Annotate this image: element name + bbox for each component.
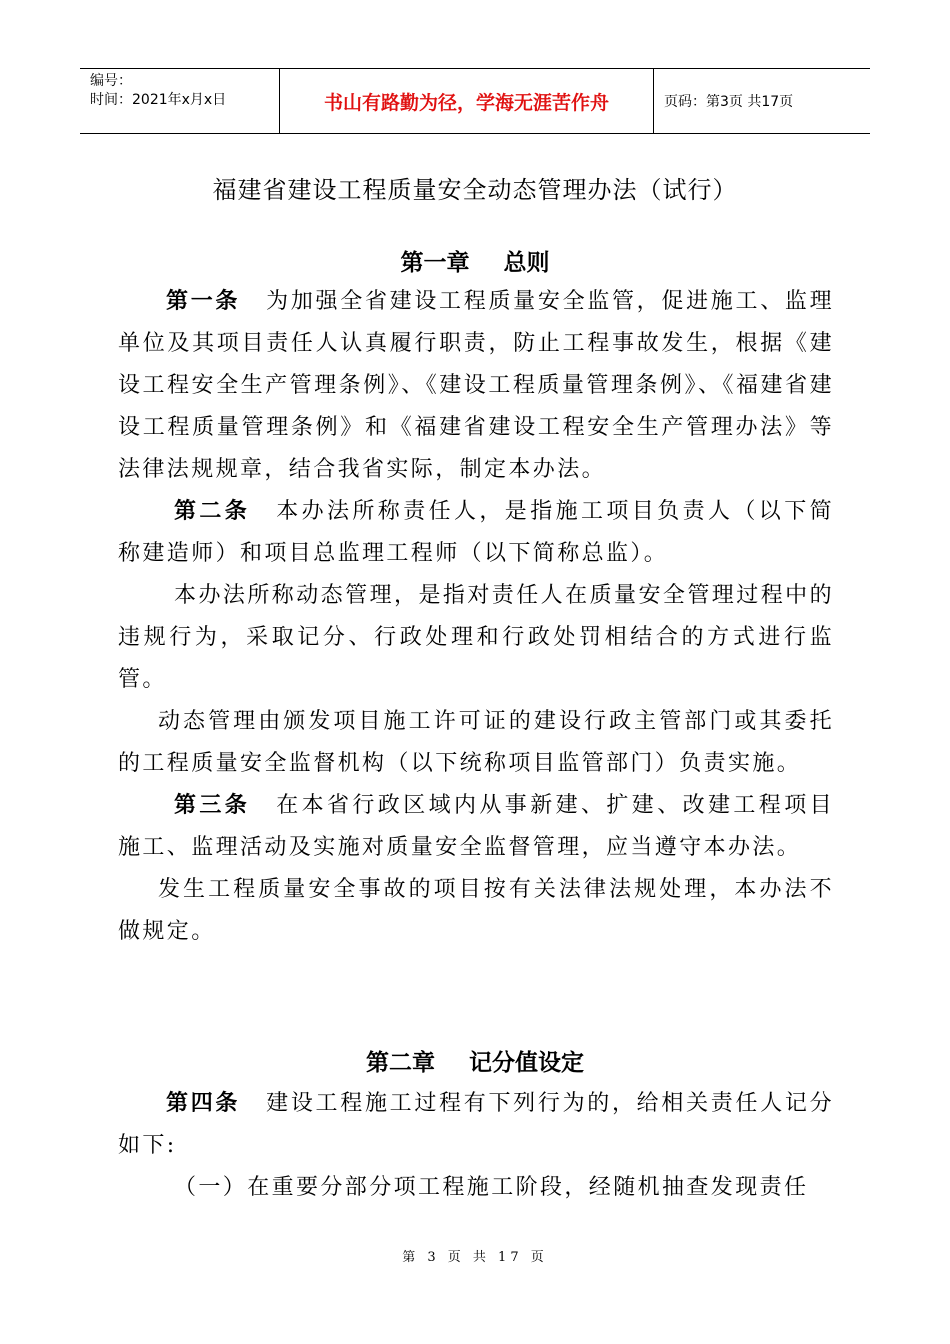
article-3 xyxy=(118,785,834,869)
header-page-info: 页码：第3页 共17页 xyxy=(664,94,794,110)
article-1-text: 为加强全省建设工程质量安全监管，促进施工、监理单位及其项目责任人认真履行职责，防止工程事故发生，根据《建设工程安全生产管理条例》、《建设工程质量管理条例》、《福建省建设工程质量管理条例》和《福建省建设工程安全生产管理办法》等法律法规规章，结合我省实际，制定本办法。 xyxy=(118,289,835,482)
header-motto: 书山有路勤为径，学海无涯苦作舟 xyxy=(280,69,654,133)
chapter-1-name: 总则 xyxy=(503,250,550,276)
article-4 xyxy=(118,1083,834,1167)
chapter-2-body xyxy=(118,1083,834,1209)
chapter-1-heading xyxy=(0,244,950,277)
page-header xyxy=(80,68,870,134)
article-4-text: 建设工程施工过程有下列行为的，给相关责任人记分如下: xyxy=(118,1091,835,1158)
article-2-paragraph-2: 本办法所称动态管理，是指对责任人在质量安全管理过程中的违规行为，采取记分、行政处理和行政处罚相结合的方式进行监管。 xyxy=(118,583,834,692)
page-footer: 第 3 页 共 17 页 xyxy=(402,1250,548,1265)
article-3-label: 第三条 xyxy=(174,793,251,818)
article-3-paragraph-2: 发生工程质量安全事故的项目按有关法律法规处理，本办法不做规定。 xyxy=(118,877,834,944)
article-2-text: 本办法所称责任人，是指施工项目负责人（以下简称建造师）和项目总监理工程师（以下简称总监）。 xyxy=(118,499,834,566)
document-time: 时间：2021年x月x日 xyxy=(90,92,227,108)
article-3-text: 在本省行政区域内从事新建、扩建、改建工程项目施工、监理活动及实施对质量安全监督管理，应当遵守本办法。 xyxy=(118,793,834,860)
article-2-paragraph-3: 动态管理由颁发项目施工许可证的建设行政主管部门或其委托的工程质量安全监督机构（以下统称项目监管部门）负责实施。 xyxy=(118,709,834,776)
document-title: 福建省建设工程质量安全动态管理办法（试行） xyxy=(212,176,738,204)
article-1-label: 第一条 xyxy=(166,289,241,314)
header-meta xyxy=(80,69,280,133)
article-1 xyxy=(118,281,834,491)
article-4-item-1: （一）在重要分部分项工程施工阶段，经随机抽查发现责任 xyxy=(174,1175,809,1200)
chapter-1-body xyxy=(118,281,834,953)
chapter-2-name: 记分值设定 xyxy=(469,1050,584,1076)
article-4-label: 第四条 xyxy=(166,1091,241,1116)
article-2 xyxy=(118,491,834,575)
chapter-2-number: 第二章 xyxy=(366,1050,435,1076)
chapter-1-number: 第一章 xyxy=(400,250,470,276)
document-number-label: 编号： xyxy=(90,73,132,89)
chapter-2-heading xyxy=(0,1044,950,1077)
article-2-label: 第二条 xyxy=(174,499,251,524)
